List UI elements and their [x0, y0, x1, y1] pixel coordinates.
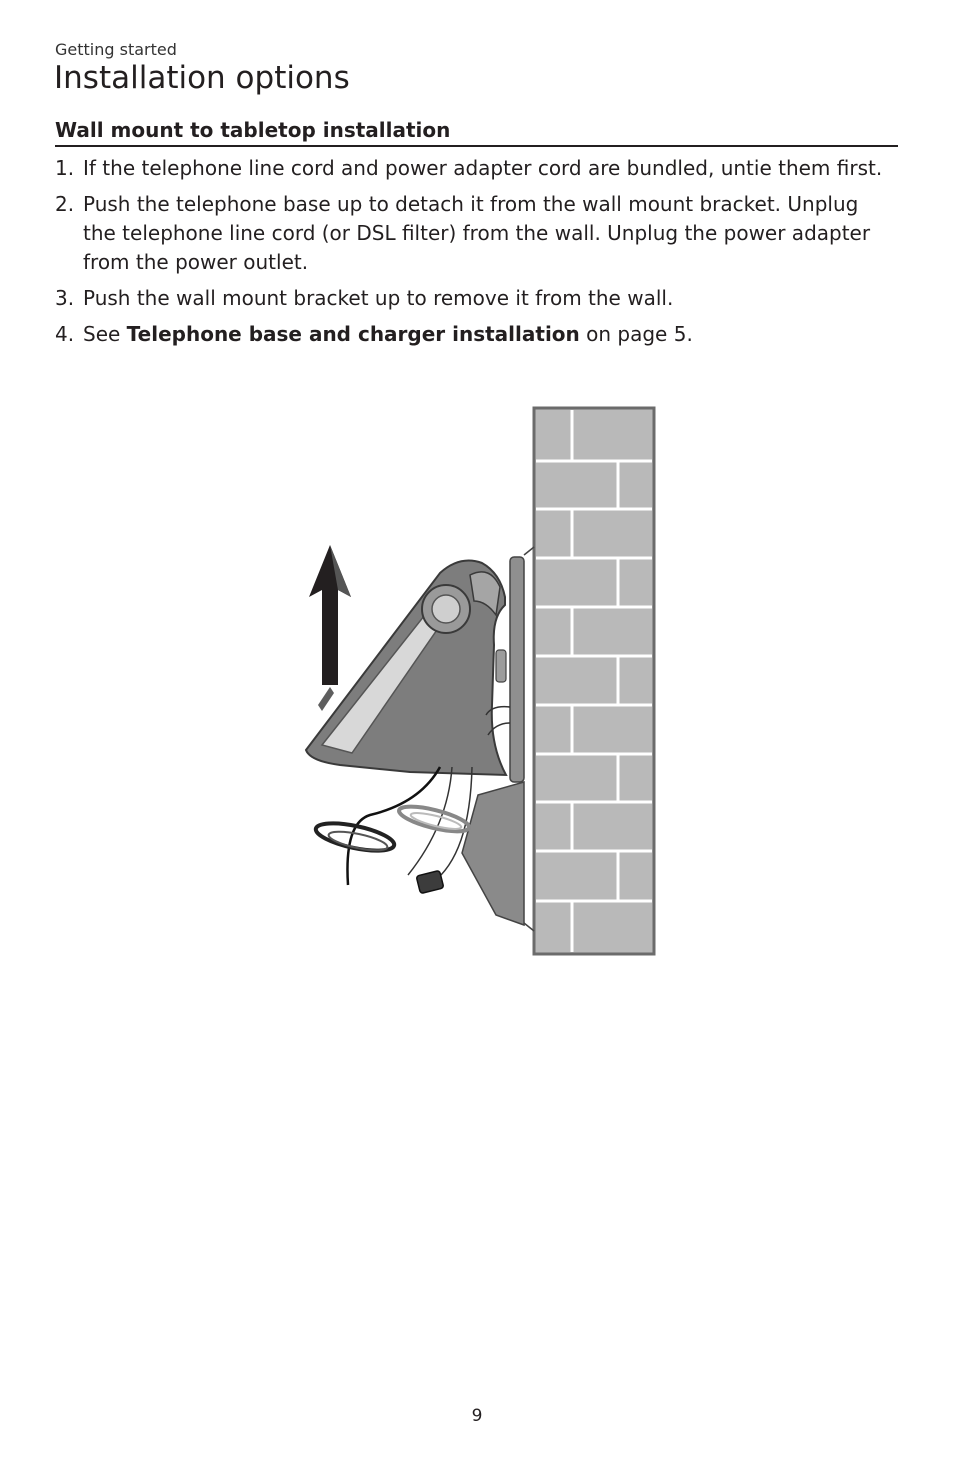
- brick-wall: [534, 408, 654, 954]
- instruction-list: [55, 154, 885, 356]
- step-text: Push the wall mount bracket up to remove it from the wall.: [83, 286, 674, 310]
- subheading: Wall mount to tabletop installation: [55, 118, 898, 147]
- page-number: 9: [471, 1406, 483, 1426]
- step-item: [55, 190, 885, 277]
- step-text: [83, 320, 885, 349]
- cross-reference: Telephone base and charger installation: [126, 322, 580, 346]
- step-text: Push the telephone base up to detach it from the wall mount bracket. Unplug the telephone line cord (or DSL filter) from the wall. Unplug the power adapter from the power outlet.: [83, 192, 871, 274]
- section-label: Getting started: [55, 40, 177, 59]
- up-arrow-icon: [309, 545, 351, 685]
- dsl-filter: [416, 870, 444, 893]
- step-number: 3.: [55, 286, 75, 310]
- step-item: [55, 154, 885, 183]
- step-item: [55, 320, 885, 349]
- step-item: [55, 284, 885, 313]
- step-number: 2.: [55, 192, 75, 216]
- step-number: 1.: [55, 156, 75, 180]
- step-number: 4.: [55, 322, 75, 346]
- step-text: If the telephone line cord and power adapter cord are bundled, untie them first.: [83, 156, 883, 180]
- step-text-suffix: on page 5.: [579, 322, 693, 346]
- wall-mount-illustration: [300, 405, 660, 957]
- page-title: Installation options: [54, 60, 350, 96]
- step-text-prefix: See: [83, 322, 127, 346]
